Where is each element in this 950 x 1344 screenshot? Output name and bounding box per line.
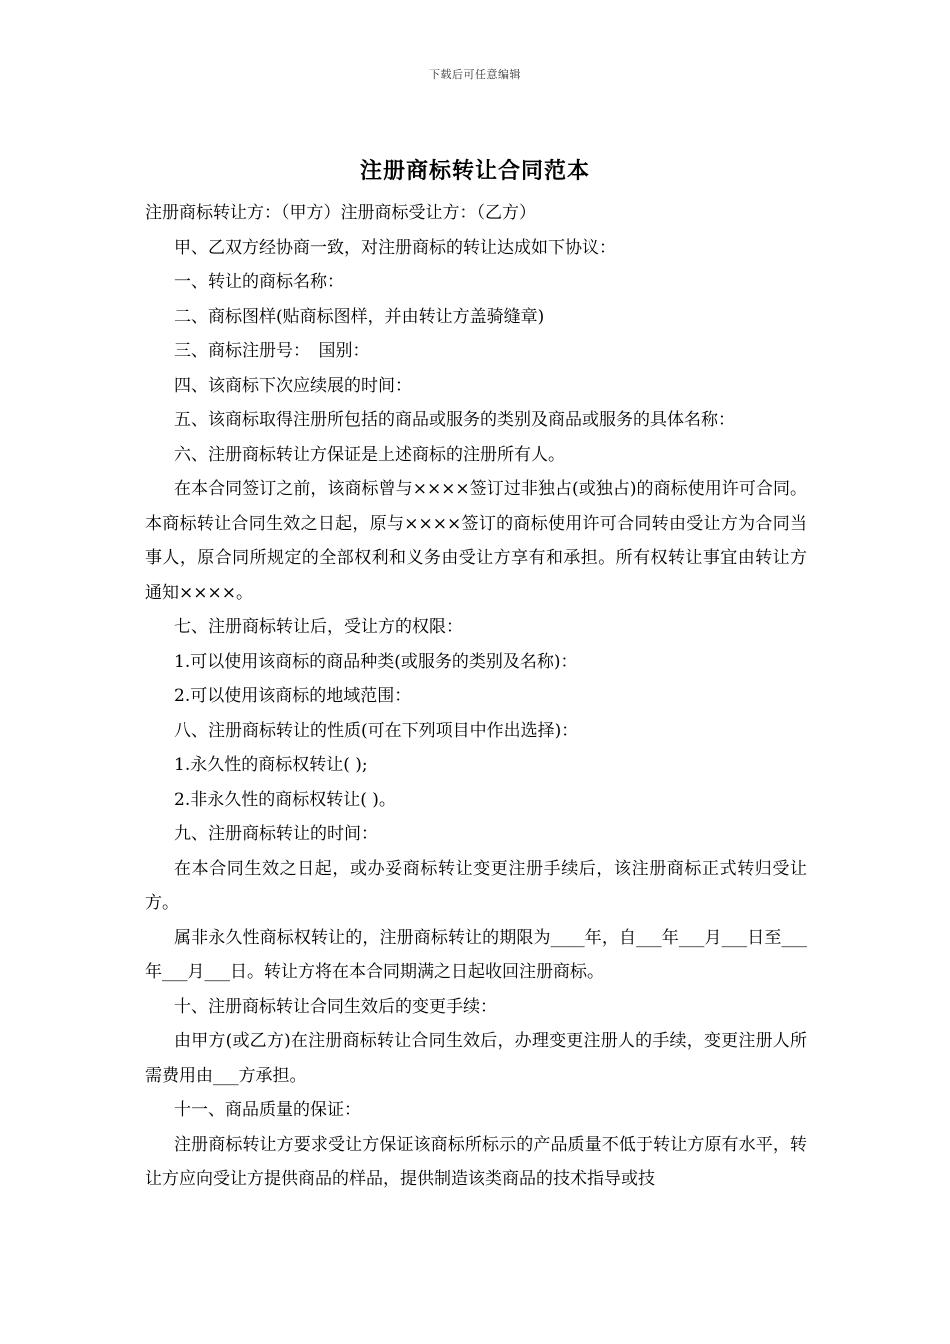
paragraph: 甲、乙双方经协商一致，对注册商标的转让达成如下协议： bbox=[174, 237, 616, 258]
paragraph: 七、注册商标转让后，受让方的权限： bbox=[174, 617, 463, 637]
paragraph: 五、该商标取得注册所包括的商品或服务的类别及商品或服务的具体名称： bbox=[174, 410, 735, 430]
paragraph: 在本合同签订之前，该商标曾与××××签订过非独占(或独占)的商标使用许可合同。本商标转让合同生效之日起，原与××××签订的商标使用许可合同转由受让方为合同当事人，原合同所规定的全部权利和义务由受让方享有和承担。所有权转让事宜由转让方通知××××。 bbox=[145, 479, 807, 603]
paragraph: 由甲方(或乙方)在注册商标转让合同生效后，办理变更注册人的手续，变更注册人所需费用由___方承担。 bbox=[145, 1031, 807, 1086]
paragraph: 二、商标图样(贴商标图样，并由转让方盖骑缝章) bbox=[174, 306, 545, 327]
paragraph: 属非永久性商标权转让的，注册商标转让的期限为____年，自___年___月___日至___年___月___日。转让方将在本合同期满之日起收回注册商标。 bbox=[145, 927, 807, 982]
paragraph: 1.可以使用该商标的商品种类(或服务的类别及名称)： bbox=[174, 651, 578, 672]
paragraph: 四、该商标下次应续展的时间： bbox=[174, 375, 412, 396]
paragraph: 在本合同生效之日起，或办妥商标转让变更注册手续后，该注册商标正式转归受让方。 bbox=[145, 858, 807, 913]
paragraph: 一、转让的商标名称： bbox=[174, 272, 344, 292]
document-body bbox=[145, 196, 807, 1197]
paragraph: 2.可以使用该商标的地域范围： bbox=[174, 686, 412, 706]
paragraph: 十、注册商标转让合同生效后的变更手续： bbox=[174, 996, 497, 1017]
paragraph: 六、注册商标转让方保证是上述商标的注册所有人。 bbox=[174, 444, 565, 465]
paragraph: 九、注册商标转让的时间： bbox=[174, 824, 378, 844]
paragraph: 八、注册商标转让的性质(可在下列项目中作出选择)： bbox=[174, 720, 579, 741]
paragraph: 注册商标转让方：（甲方）注册商标受让方：（乙方） bbox=[145, 203, 536, 223]
paragraph: 注册商标转让方要求受让方保证该商标所标示的产品质量不低于转让方原有水平，转让方应向受让方提供商品的样品，提供制造该类商品的技术指导或技 bbox=[145, 1134, 807, 1189]
paragraph: 十一、商品质量的保证： bbox=[174, 1100, 361, 1120]
paragraph: 三、商标注册号： 国别： bbox=[174, 341, 370, 361]
document-title: 注册商标转让合同范本 bbox=[359, 159, 590, 184]
paragraph: 2.非永久性的商标权转让( )。 bbox=[174, 789, 396, 810]
paragraph: 1.永久性的商标权转让( ); bbox=[174, 755, 368, 775]
header-note: 下载后可任意编辑 bbox=[429, 68, 521, 81]
